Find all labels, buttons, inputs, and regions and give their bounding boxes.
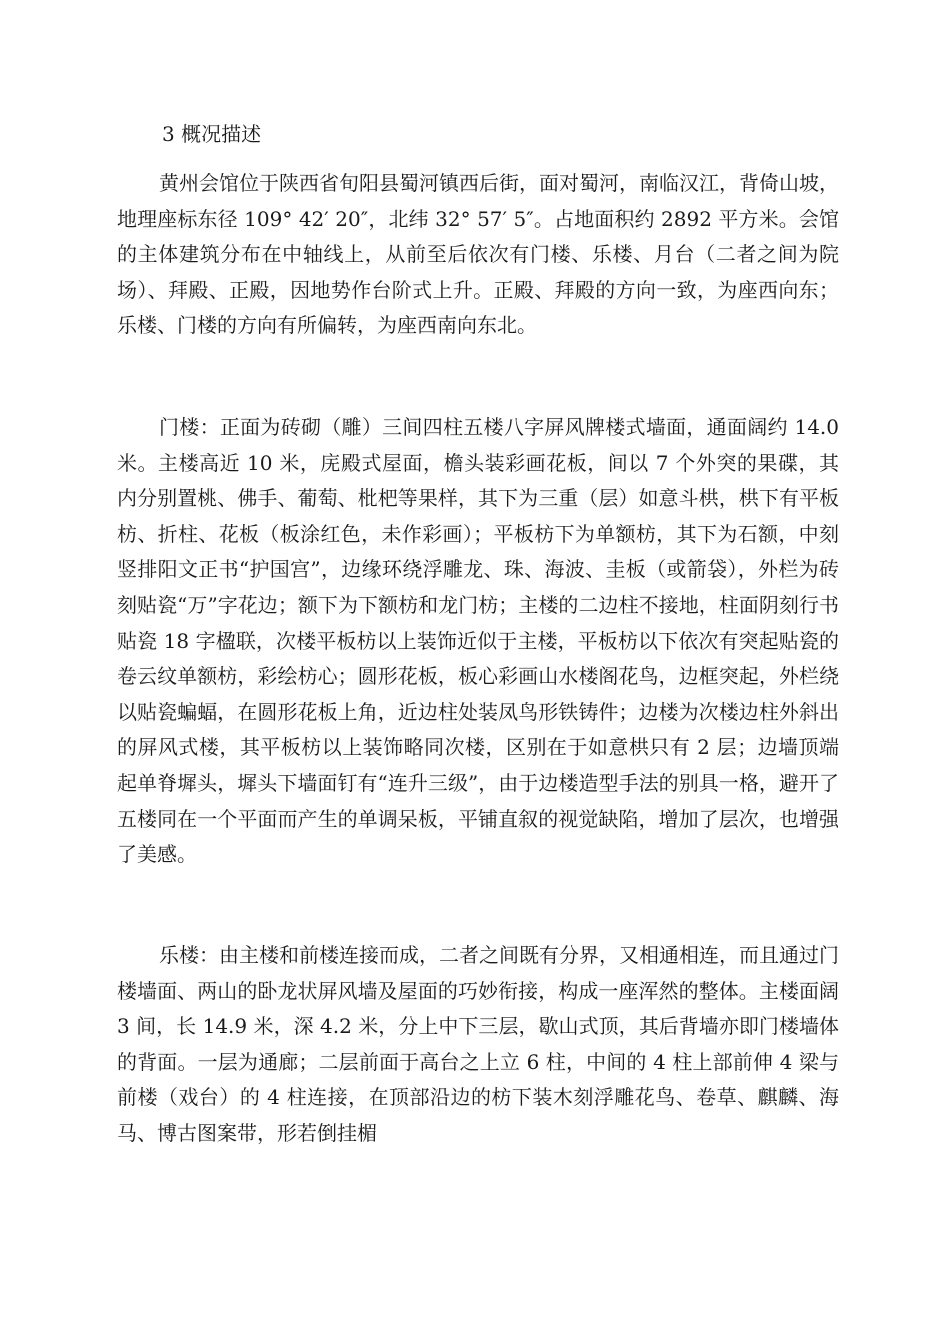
section-title: 3 概况描述 [162,122,262,146]
paragraph-overview: 黄州会馆位于陕西省旬阳县蜀河镇西后街，面对蜀河，南临汉江，背倚山坡，地理座标东径 109° 42′ 20″，北纬 32° 57′ 5″。占地面积约 2892 平方米。会馆的主体建筑分布在中轴线上，从前至后依次有门楼、乐楼、月台（二者之间为院场）、拜殿、正殿，因地势作台阶式上升。正殿、拜殿的方向一致，为座西向东；乐楼、门楼的方向有所偏转，为座西南向东北。 [117,171,839,338]
paragraph-music-tower: 乐楼：由主楼和前楼连接而成，二者之间既有分界，又相通相连，而且通过门楼墙面、两山的卧龙状屏风墙及屋面的巧妙衔接，构成一座浑然的整体。主楼面阔 3 间，长 14.9 米，深 4.2 米，分上中下三层，歇山式顶，其后背墙亦即门楼墙体的背面。一层为通廊；二层前面于高台之上立 6 柱，中间的 4 柱上部前伸 4 梁与前楼（戏台）的 4 柱连接，在顶部沿边的枋下装木刻浮雕花鸟、卷草、麒麟、海马、博古图案带，形若倒挂楣 [117,943,839,1145]
paragraph-gate-tower: 门楼：正面为砖砌（雕）三间四柱五楼八字屏风牌楼式墙面，通面阔约 14.0 米。主楼高近 10 米，庑殿式屋面，檐头装彩画花板，间以 7 个外突的果碟，其内分别置桃、佛手、葡萄、枇杷等果样，其下为三重（层）如意斗栱，栱下有平板枋、折柱、花板（板涂红色，未作彩画）；平板枋下为单额枋，其下为石额，中刻竖排阳文正书“护国宫”，边缘环绕浮雕龙、珠、海波、圭板（或箭袋），外栏为砖刻贴瓷“万”字花边；额下为下额枋和龙门枋；主楼的二边柱不接地，柱面阴刻行书贴瓷 18 字楹联，次楼平板枋以上装饰近似于主楼，平板枋以下依次有突起贴瓷的卷云纹单额枋，彩绘枋心；圆形花板，板心彩画山水楼阁花鸟，边框突起，外栏绕以贴瓷蝙蝠，在圆形花板上角，近边柱处装凤鸟形铁铸件；边楼为次楼边柱外斜出的屏风式楼，其平板枋以上装饰略同次楼，区别在于如意栱只有 2 层；边墙顶端起单脊墀头，墀头下墙面钉有“连升三级”，由于边楼造型手法的别具一格，避开了五楼同在一个平面而产生的单调呆板，平铺直叙的视觉缺陷，增加了层次，也增强了美感。 [117,415,839,867]
